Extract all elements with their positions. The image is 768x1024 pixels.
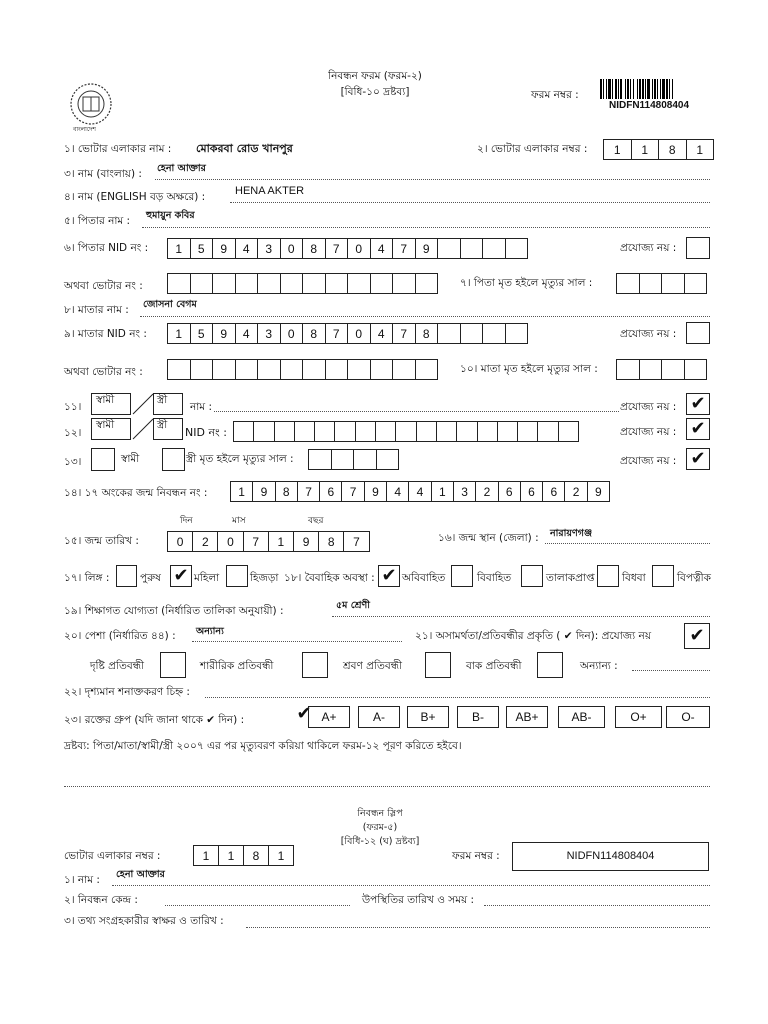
digit-box[interactable]: 3 bbox=[453, 481, 476, 502]
digit-box[interactable] bbox=[257, 359, 281, 380]
disability-speech-label: বাক প্রতিবন্ধী bbox=[466, 660, 522, 672]
spouse-nid-boxes[interactable] bbox=[233, 421, 579, 442]
husband-dead-box[interactable] bbox=[91, 448, 115, 471]
digit-box[interactable]: 6 bbox=[520, 481, 543, 502]
spouse-name-number: ১১। bbox=[64, 401, 82, 413]
spouse-nid-na-label: প্রযোজ্য নয় : bbox=[620, 426, 677, 438]
digit-box[interactable]: 9 bbox=[364, 481, 387, 502]
digit-box[interactable] bbox=[355, 421, 376, 442]
digit-box[interactable] bbox=[370, 359, 394, 380]
month-label: মাস bbox=[232, 516, 246, 526]
gender-female-label: মহিলা bbox=[194, 572, 220, 584]
mother-na-label: প্রযোজ্য নয় : bbox=[620, 328, 677, 340]
digit-box[interactable]: 2 bbox=[564, 481, 587, 502]
slip-area-no-boxes[interactable] bbox=[193, 845, 294, 866]
digit-box[interactable]: 9 bbox=[415, 238, 439, 259]
mother-name-value[interactable]: জোসনা বেগম bbox=[143, 299, 197, 310]
father-death-year-boxes[interactable] bbox=[616, 273, 707, 294]
digit-box[interactable] bbox=[639, 359, 663, 380]
digit-box[interactable]: 1 bbox=[431, 481, 454, 502]
digit-box[interactable] bbox=[233, 421, 254, 442]
digit-box[interactable]: 1 bbox=[268, 531, 294, 552]
spouse-death-na-label: প্রযোজ্য নয় : bbox=[620, 455, 677, 467]
gender-female-checkbox[interactable]: ✔ bbox=[170, 565, 192, 587]
birth-district-value[interactable]: নারায়ণগঞ্জ bbox=[550, 528, 593, 539]
spouse-death-year-boxes[interactable] bbox=[308, 449, 399, 470]
digit-box[interactable] bbox=[353, 449, 377, 470]
disability-physical-checkbox[interactable] bbox=[302, 652, 328, 678]
disability-blind-checkbox[interactable] bbox=[160, 652, 186, 678]
wife-label: স্ত্রী bbox=[157, 394, 168, 406]
blood-group-label: ২৩। রক্তের গ্রুপ (যদি জানা থাকে ✔ দিন) : bbox=[64, 714, 245, 726]
digit-box[interactable] bbox=[302, 359, 326, 380]
digit-box[interactable] bbox=[280, 359, 304, 380]
disability-hearing-label: শ্রবণ প্রতিবন্ধী bbox=[343, 660, 403, 672]
digit-box[interactable] bbox=[395, 421, 416, 442]
marital-widower-checkbox[interactable] bbox=[652, 565, 674, 587]
digit-box[interactable] bbox=[684, 359, 708, 380]
digit-box[interactable]: 9 bbox=[212, 238, 236, 259]
spouse-name-na-label: প্রযোজ্য নয় : bbox=[620, 401, 677, 413]
digit-box[interactable] bbox=[347, 273, 371, 294]
digit-box[interactable] bbox=[661, 273, 685, 294]
slip-center-label: ২। নিবন্ধন কেন্দ্র : bbox=[64, 894, 138, 906]
mother-death-year-boxes[interactable] bbox=[616, 359, 707, 380]
digit-box[interactable] bbox=[212, 359, 236, 380]
digit-box[interactable] bbox=[415, 359, 439, 380]
occupation-value[interactable]: অন্যান্য bbox=[196, 626, 224, 637]
year-label: বছর bbox=[308, 516, 324, 526]
spouse-death-na-checkbox[interactable]: ✔ bbox=[686, 448, 710, 470]
disability-other-label: অন্যান্য : bbox=[580, 660, 618, 672]
digit-box[interactable] bbox=[347, 359, 371, 380]
logo-text: বাংলাদেশ bbox=[73, 126, 96, 133]
gender-hijra-checkbox[interactable] bbox=[226, 565, 248, 587]
digit-box[interactable]: 6 bbox=[498, 481, 521, 502]
slip-sign-label: ৩। তথ্য সংগ্রহকারীর স্বাক্ষর ও তারিখ : bbox=[64, 915, 224, 927]
slip-presence-label: উপস্থিতির তারিখ ও সময় : bbox=[362, 894, 475, 906]
day-label: দিন bbox=[180, 516, 193, 526]
digit-box[interactable]: 7 bbox=[341, 481, 364, 502]
digit-box[interactable]: 1 bbox=[218, 845, 244, 866]
digit-box[interactable] bbox=[370, 273, 394, 294]
name-bangla-label: ৩। নাম (বাংলায়) : bbox=[64, 168, 142, 180]
marital-unmarried-checkbox[interactable]: ✔ bbox=[378, 565, 400, 587]
digit-box[interactable]: 1 bbox=[193, 845, 219, 866]
digit-box[interactable]: 1 bbox=[167, 238, 191, 259]
birth-district-label: ১৬। জন্ম স্থান (জেলা) : bbox=[438, 532, 539, 544]
marital-unmarried-label: অবিবাহিত bbox=[402, 572, 446, 584]
spouse-nid-na-checkbox[interactable]: ✔ bbox=[686, 418, 710, 440]
digit-box[interactable] bbox=[517, 421, 538, 442]
digit-box[interactable] bbox=[334, 421, 355, 442]
name-english-label: ৪। নাম (ENGLISH বড় অক্ষরে) : bbox=[64, 191, 206, 203]
father-na-checkbox[interactable] bbox=[686, 237, 710, 259]
disability-na-checkbox[interactable]: ✔ bbox=[684, 623, 710, 649]
digit-box[interactable]: 1 bbox=[686, 139, 715, 160]
digit-box[interactable]: 0 bbox=[280, 238, 304, 259]
blood-b-neg[interactable]: B- bbox=[457, 706, 499, 728]
digit-box[interactable]: 5 bbox=[190, 238, 214, 259]
voter-area-name-label: ১। ভোটার এলাকার নাম : bbox=[64, 143, 172, 155]
digit-box[interactable]: 0 bbox=[217, 531, 243, 552]
mother-name-label: ৮। মাতার নাম : bbox=[64, 304, 129, 316]
father-name-label: ৫। পিতার নাম : bbox=[64, 215, 131, 227]
husband-dead-label: স্বামী bbox=[121, 453, 140, 465]
disability-blind-label: দৃষ্টি প্রতিবন্ধী bbox=[90, 660, 145, 672]
disability-hearing-checkbox[interactable] bbox=[425, 652, 451, 678]
digit-box[interactable]: 7 bbox=[325, 238, 349, 259]
digit-box[interactable]: 4 bbox=[235, 323, 259, 344]
mother-death-year-label: ১০। মাতা মৃত হইলে মৃত্যুর সাল : bbox=[460, 363, 598, 375]
father-death-year-label: ৭। পিতা মৃত হইলে মৃত্যুর সাল : bbox=[460, 277, 593, 289]
digit-box[interactable]: 9 bbox=[212, 323, 236, 344]
digit-box[interactable] bbox=[482, 323, 506, 344]
gender-male-checkbox[interactable] bbox=[116, 565, 137, 587]
digit-box[interactable]: 8 bbox=[415, 323, 439, 344]
slip-title: নিবন্ধন স্লিপ bbox=[357, 808, 403, 819]
digit-box[interactable] bbox=[294, 421, 315, 442]
name-english-value[interactable]: HENA AKTER bbox=[235, 185, 305, 197]
digit-box[interactable] bbox=[212, 273, 236, 294]
blood-ab-neg[interactable]: AB- bbox=[558, 706, 605, 728]
gender-male-label: পুরুষ bbox=[140, 572, 161, 584]
gender-label: ১৭। লিঙ্গ : bbox=[64, 572, 110, 584]
occupation-label: ২০। পেশা (নির্ধারিত ৪৪) : bbox=[64, 630, 176, 642]
disability-label: ২১। অসামর্থতা/প্রতিবন্ধীর প্রকৃতি ( ✔ দিন): প্রযোজ্য নয় bbox=[415, 630, 652, 642]
digit-box[interactable] bbox=[661, 359, 685, 380]
blood-a-neg[interactable]: A- bbox=[358, 706, 400, 728]
digit-box[interactable] bbox=[190, 359, 214, 380]
digit-box[interactable] bbox=[308, 449, 332, 470]
disability-physical-label: শারীরিক প্রতিবন্ধী bbox=[200, 660, 274, 672]
husband-label-2: স্বামী bbox=[96, 419, 115, 431]
digit-box[interactable]: 9 bbox=[252, 481, 275, 502]
blood-b-pos[interactable]: B+ bbox=[407, 706, 449, 728]
digit-box[interactable] bbox=[257, 273, 281, 294]
dob-boxes[interactable] bbox=[167, 531, 370, 552]
digit-box[interactable]: 9 bbox=[293, 531, 319, 552]
digit-box[interactable] bbox=[167, 273, 191, 294]
form-title: নিবন্ধন ফরম (ফরম-২) bbox=[328, 70, 422, 82]
spouse-nid-label: NID নং : bbox=[185, 426, 227, 439]
digit-box[interactable] bbox=[497, 421, 518, 442]
digit-box[interactable] bbox=[325, 359, 349, 380]
name-bangla-value[interactable]: হেনা আক্তার bbox=[157, 163, 206, 174]
form-subtitle: [বিধি-১০ দ্রষ্টব্য] bbox=[340, 86, 410, 98]
digit-box[interactable] bbox=[437, 323, 461, 344]
digit-box[interactable]: 4 bbox=[370, 323, 394, 344]
digit-box[interactable]: 8 bbox=[275, 481, 298, 502]
digit-box[interactable]: 7 bbox=[243, 531, 269, 552]
marital-married-checkbox[interactable] bbox=[451, 565, 473, 587]
digit-box[interactable] bbox=[684, 273, 708, 294]
digit-box[interactable]: 7 bbox=[392, 323, 416, 344]
slip-area-no-label: ভোটার এলাকার নম্বর : bbox=[64, 850, 161, 862]
digit-box[interactable]: 7 bbox=[325, 323, 349, 344]
disability-speech-checkbox[interactable] bbox=[537, 652, 563, 678]
spouse-death-number: ১৩। bbox=[64, 456, 82, 468]
mother-voter-no-label: অথবা ভোটার নং : bbox=[64, 366, 143, 378]
digit-box[interactable] bbox=[167, 359, 191, 380]
digit-box[interactable]: 1 bbox=[268, 845, 294, 866]
wife-dead-label: স্ত্রী মৃত হইলে মৃত্যুর সাল : bbox=[186, 453, 294, 465]
digit-box[interactable]: 7 bbox=[392, 238, 416, 259]
digit-box[interactable]: 2 bbox=[192, 531, 218, 552]
digit-box[interactable]: 5 bbox=[190, 323, 214, 344]
mother-na-checkbox[interactable] bbox=[686, 322, 710, 344]
digit-box[interactable]: 0 bbox=[280, 323, 304, 344]
digit-box[interactable] bbox=[639, 273, 663, 294]
digit-box[interactable]: 7 bbox=[297, 481, 320, 502]
digit-box[interactable] bbox=[616, 359, 640, 380]
mother-voter-no-boxes[interactable] bbox=[167, 359, 438, 380]
father-voter-no-boxes[interactable] bbox=[167, 273, 438, 294]
digit-box[interactable]: 4 bbox=[235, 238, 259, 259]
digit-box[interactable]: 0 bbox=[347, 238, 371, 259]
spouse-nid-number: ১২। bbox=[64, 427, 82, 439]
digit-box[interactable] bbox=[274, 421, 295, 442]
slip-form-no-label: ফরম নম্বর : bbox=[452, 850, 500, 862]
blood-a-pos[interactable]: A+ bbox=[308, 706, 350, 728]
form-no-label: ফরম নম্বর : bbox=[531, 89, 579, 101]
dob-label: ১৫। জন্ম তারিখ : bbox=[64, 535, 139, 547]
gender-hijra-label: হিজড়া bbox=[250, 572, 279, 584]
digit-box[interactable]: 8 bbox=[302, 238, 326, 259]
marital-widow-label: বিধবা bbox=[622, 572, 646, 584]
digit-box[interactable] bbox=[537, 421, 558, 442]
education-value[interactable]: ৫ম শ্রেণী bbox=[336, 600, 370, 611]
emblem-logo bbox=[63, 80, 119, 134]
digit-box[interactable] bbox=[460, 323, 484, 344]
digit-box[interactable] bbox=[616, 273, 640, 294]
husband-label: স্বামী bbox=[96, 394, 115, 406]
slip-rule: [বিধি-১২ (ঘ) দ্রষ্টব্য] bbox=[340, 836, 420, 847]
digit-box[interactable]: 1 bbox=[167, 323, 191, 344]
digit-box[interactable]: 8 bbox=[658, 139, 687, 160]
digit-box[interactable] bbox=[253, 421, 274, 442]
marital-married-label: বিবাহিত bbox=[477, 572, 512, 584]
digit-box[interactable] bbox=[558, 421, 579, 442]
digit-box[interactable]: 4 bbox=[370, 238, 394, 259]
digit-box[interactable] bbox=[331, 449, 355, 470]
digit-box[interactable]: 3 bbox=[257, 238, 281, 259]
digit-box[interactable]: 7 bbox=[343, 531, 369, 552]
slip-form-no-value: NIDFN114808404 bbox=[566, 850, 655, 862]
father-na-label: প্রযোজ্য নয় : bbox=[620, 242, 677, 254]
marital-divorced-checkbox[interactable] bbox=[521, 565, 543, 587]
digit-box[interactable]: 0 bbox=[347, 323, 371, 344]
voter-area-name-value[interactable]: মোকরবা রোড খানপুর bbox=[196, 142, 293, 155]
digit-box[interactable] bbox=[415, 273, 439, 294]
digit-box[interactable] bbox=[482, 238, 506, 259]
digit-box[interactable] bbox=[436, 421, 457, 442]
digit-box[interactable] bbox=[456, 421, 477, 442]
digit-box[interactable] bbox=[437, 238, 461, 259]
digit-box[interactable]: 3 bbox=[257, 323, 281, 344]
digit-box[interactable] bbox=[302, 273, 326, 294]
marital-widow-checkbox[interactable] bbox=[597, 565, 619, 587]
digit-box[interactable] bbox=[392, 273, 416, 294]
marital-label: ১৮। বৈবাহিক অবস্থা : bbox=[284, 572, 375, 584]
digit-box[interactable] bbox=[477, 421, 498, 442]
spouse-name-label: নাম : bbox=[190, 401, 213, 413]
wife-label-2: স্ত্রী bbox=[157, 419, 168, 431]
father-name-value[interactable]: হুমায়ুন কবির bbox=[146, 210, 195, 221]
slip-name-label: ১। নাম : bbox=[64, 874, 100, 886]
birth-reg-label: ১৪। ১৭ অংকের জন্ম নিবন্ধন নং : bbox=[64, 487, 208, 499]
spouse-name-na-checkbox[interactable]: ✔ bbox=[686, 393, 710, 415]
blood-o-pos[interactable]: O+ bbox=[615, 706, 662, 728]
voter-area-no-boxes[interactable] bbox=[603, 139, 714, 160]
digit-box[interactable] bbox=[460, 238, 484, 259]
education-label: ১৯। শিক্ষাগত যোগ্যতা (নির্ধারিত তালিকা অনুযায়ী) : bbox=[64, 605, 284, 617]
digit-box[interactable] bbox=[416, 421, 437, 442]
father-nid-label: ৬। পিতার NID নং : bbox=[64, 242, 149, 254]
slip-subtitle: (ফরম-৫) bbox=[362, 822, 398, 833]
digit-box[interactable]: 8 bbox=[243, 845, 269, 866]
form-no-value: NIDFN114808404 bbox=[609, 100, 690, 111]
identification-mark-label: ২২। দৃশ্যমান শনাক্তকরণ চিহ্ন : bbox=[64, 686, 190, 698]
digit-box[interactable]: 1 bbox=[230, 481, 253, 502]
digit-box[interactable]: 4 bbox=[408, 481, 431, 502]
digit-box[interactable] bbox=[325, 273, 349, 294]
blood-ab-pos[interactable]: AB+ bbox=[506, 706, 548, 728]
mother-nid-label: ৯। মাতার NID নং : bbox=[64, 328, 147, 340]
digit-box[interactable]: 8 bbox=[302, 323, 326, 344]
digit-box[interactable] bbox=[280, 273, 304, 294]
digit-box[interactable] bbox=[505, 238, 529, 259]
digit-box[interactable]: 9 bbox=[587, 481, 610, 502]
digit-box[interactable]: 1 bbox=[603, 139, 632, 160]
mother-nid-boxes[interactable] bbox=[167, 323, 528, 344]
digit-box[interactable] bbox=[505, 323, 529, 344]
digit-box[interactable] bbox=[190, 273, 214, 294]
digit-box[interactable]: 4 bbox=[386, 481, 409, 502]
father-voter-no-label: অথবা ভোটার নং : bbox=[64, 280, 143, 292]
wife-dead-box[interactable] bbox=[162, 448, 185, 471]
marital-widower-label: বিপত্নীক bbox=[677, 572, 712, 584]
digit-box[interactable]: 2 bbox=[475, 481, 498, 502]
digit-box[interactable]: 6 bbox=[319, 481, 342, 502]
blood-check-mark: ✔ bbox=[296, 703, 312, 724]
digit-box[interactable] bbox=[392, 359, 416, 380]
barcode bbox=[600, 79, 713, 99]
marital-divorced-label: তালাকপ্রাপ্ত bbox=[546, 572, 595, 584]
digit-box[interactable] bbox=[235, 273, 259, 294]
digit-box[interactable] bbox=[235, 359, 259, 380]
digit-box[interactable]: 8 bbox=[318, 531, 344, 552]
blood-o-neg[interactable]: O- bbox=[666, 706, 710, 728]
voter-area-no-label: ২। ভোটার এলাকার নম্বর : bbox=[477, 143, 588, 155]
birth-reg-boxes[interactable] bbox=[230, 481, 610, 502]
digit-box[interactable] bbox=[375, 421, 396, 442]
note-text: দ্রষ্টব্য: পিতা/মাতা/স্বামী/স্ত্রী ২০০৭ এর পর মৃত্যুবরণ করিয়া থাকিলে ফরম-১২ পূরণ করিতে হইবে। bbox=[64, 740, 462, 752]
digit-box[interactable]: 1 bbox=[631, 139, 660, 160]
slip-name-value[interactable]: হেনা আক্তার bbox=[116, 869, 165, 880]
digit-box[interactable]: 0 bbox=[167, 531, 193, 552]
digit-box[interactable] bbox=[314, 421, 335, 442]
digit-box[interactable]: 6 bbox=[542, 481, 565, 502]
digit-box[interactable] bbox=[376, 449, 400, 470]
father-nid-boxes[interactable] bbox=[167, 238, 528, 259]
